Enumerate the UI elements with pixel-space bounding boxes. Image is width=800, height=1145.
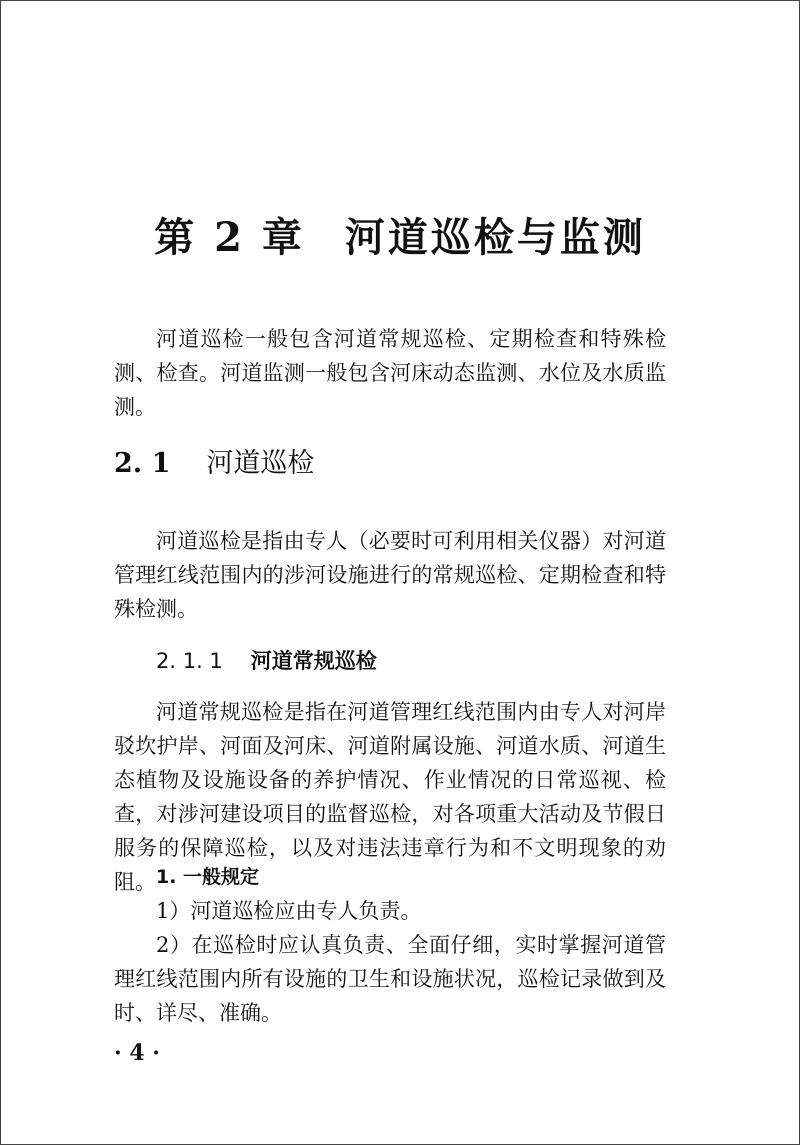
rule-item-2: 2）在巡检时应认真负责、全面仔细，实时掌握河道管理红线范围内所有设施的卫生和设施状况，巡检记录做到及时、详尽、准确。 <box>114 933 666 1025</box>
page-number: · 4 · <box>114 1040 160 1066</box>
section-heading-2-1 <box>114 441 314 480</box>
chapter-label: 第 2 章 <box>154 214 305 261</box>
section-2-1-paragraph: 河道巡检是指由专人（必要时可利用相关仪器）对河道管理红线范围内的涉河设施进行的常规巡检、定期检查和特殊检测。 <box>114 529 666 621</box>
intro-paragraph: 河道巡检一般包含河道常规巡检、定期检查和特殊检测、检查。河道监测一般包含河床动态监测、水位及水质监测。 <box>114 327 666 419</box>
rule-item-1: 1）河道巡检应由专人负责。 <box>156 899 422 923</box>
chapter-name: 河道巡检与监测 <box>344 214 646 261</box>
subsection-number: 2. 1. 1 <box>156 649 223 673</box>
section-number: 2. 1 <box>114 448 171 479</box>
section-heading-2-1-1 <box>156 645 377 675</box>
section-title: 河道巡检 <box>206 448 315 479</box>
chapter-title <box>0 206 800 263</box>
subsection-title: 河道常规巡检 <box>250 649 377 673</box>
general-rules-heading: 1. 一般规定 <box>156 866 260 888</box>
section-2-1-1-paragraph: 河道常规巡检是指在河道管理红线范围内由专人对河岸驳坎护岸、河面及河床、河道附属设施、河道水质、河道生态植物及设施设备的养护情况、作业情况的日常巡视、检查，对涉河建设项目的监督巡检，对各项重大活动及节假日服务的保障巡检，以及对违法违章行为和不文明现象的劝阻。 <box>114 700 666 894</box>
